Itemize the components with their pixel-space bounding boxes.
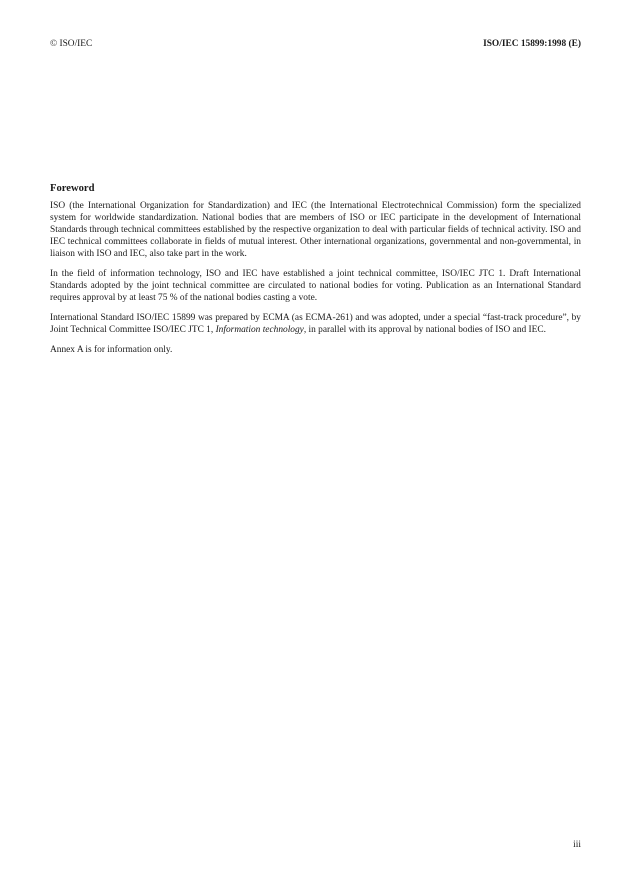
- paragraph-3-text-start: International Standard ISO/IEC 15899 was prepared by ECMA (as ECMA-261) and was adopted, under a special “fast-track procedure”, by Joint Technical Committee ISO/IEC JTC 1,: [50, 313, 581, 335]
- foreword-paragraph-3: [50, 312, 581, 336]
- foreword-heading: Foreword: [50, 183, 95, 194]
- header-document-id: ISO/IEC 15899:1998 (E): [483, 39, 581, 49]
- foreword-paragraph-4: Annex A is for information only.: [50, 345, 173, 355]
- foreword-section: [50, 182, 581, 364]
- header-copyright: © ISO/IEC: [50, 39, 93, 49]
- paragraph-3-text-end: , in parallel with its approval by national bodies of ISO and IEC.: [303, 325, 546, 335]
- page-number: iii: [573, 840, 581, 850]
- foreword-paragraph-1: ISO (the International Organization for Standardization) and IEC (the International Electrotechnical Commission) form the specialized system for worldwide standardization. National bodies that are members of ISO or IEC participate in the development of International Standards through technical committees established by the respective organization to deal with particular fields of technical activity. ISO and IEC technical committees collaborate in fields of mutual interest. Other international organizations, governmental and non-governmental, in liaison with ISO and IEC, also take part in the work.: [50, 201, 581, 259]
- foreword-paragraph-2: In the field of information technology, ISO and IEC have established a joint technical committee, ISO/IEC JTC 1. Draft International Standards adopted by the joint technical committee are circulated to national bodies for voting. Publication as an International Standard requires approval by at least 75 % of the national bodies casting a vote.: [50, 269, 581, 303]
- committee-title-italic: Information technology: [215, 325, 304, 335]
